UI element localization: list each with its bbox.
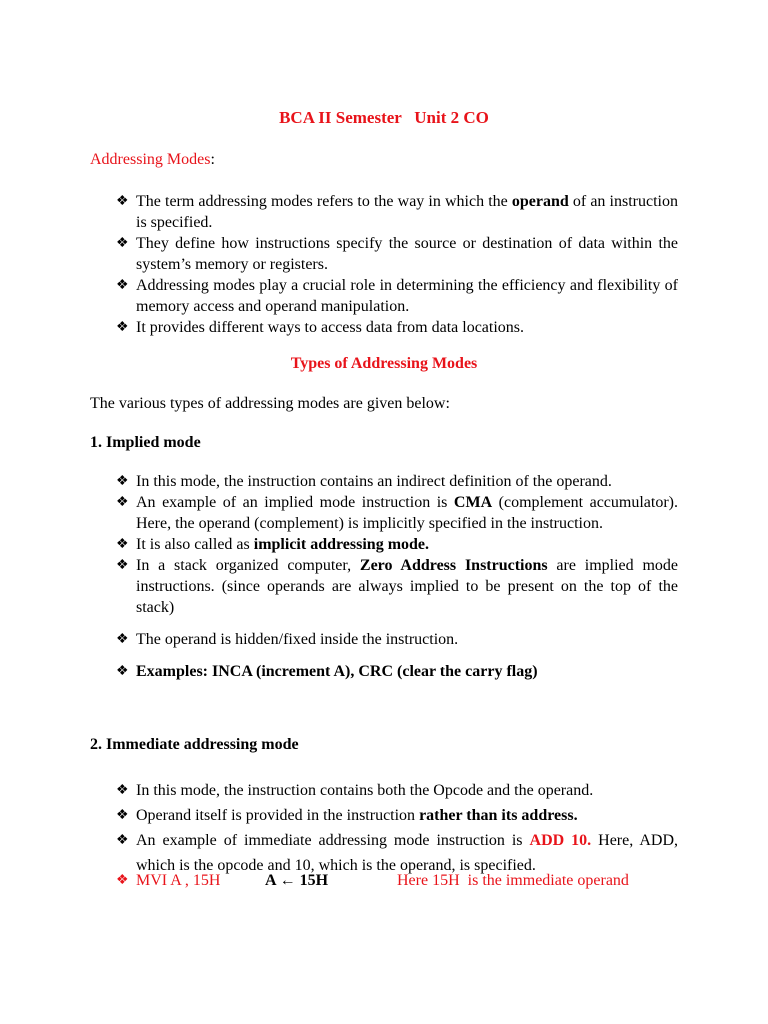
diamond-bullet-icon: ❖ — [116, 278, 129, 293]
list-item — [116, 828, 678, 878]
bullet-text: Operand itself is provided in the instruction — [136, 807, 420, 824]
diamond-bullet-icon: ❖ — [116, 558, 129, 573]
bullet-bold-text: operand — [511, 193, 569, 210]
bullet-bold-text: Examples: INCA (increment A), CRC (clear the carry flag) — [136, 663, 538, 680]
bullet-text: The term addressing modes refers to the way in which the — [136, 193, 512, 210]
example-operation: A ← 15H — [265, 872, 329, 889]
diamond-bullet-icon: ❖ — [116, 833, 129, 848]
diamond-bullet-icon: ❖ — [116, 873, 129, 888]
list-item — [116, 555, 678, 618]
example-note: Here 15H is the immediate operand — [397, 872, 629, 889]
bullet-text: are implied mode instructions. (since operands are always implied to be present on the top of the stack) — [136, 557, 678, 616]
heading-colon: : — [210, 151, 215, 168]
types-heading: Types of Addressing Modes — [290, 355, 478, 372]
list-item — [116, 191, 678, 233]
list-item — [116, 803, 678, 828]
list-item — [116, 233, 678, 275]
bullet-bold-text: CMA — [453, 494, 493, 511]
bullet-bold-text: rather than its address. — [419, 807, 578, 824]
list-item — [116, 275, 678, 317]
diamond-bullet-icon: ❖ — [116, 632, 129, 647]
diamond-bullet-icon: ❖ — [116, 783, 129, 798]
implied-mode-heading: 1. Implied mode — [90, 434, 201, 451]
bullet-text: It is also called as — [136, 536, 254, 553]
immediate-mode-heading: 2. Immediate addressing mode — [90, 736, 299, 753]
list-item — [116, 534, 678, 555]
list-item — [116, 471, 678, 492]
bullet-bold-text: ADD 10. — [529, 832, 592, 849]
bullet-text: They define how instructions specify the source or destination of data within the system’s memory or registers. — [136, 235, 678, 273]
list-item — [116, 629, 678, 650]
diamond-bullet-icon: ❖ — [116, 194, 129, 209]
implied-mode-bullet-list — [116, 471, 678, 682]
section-heading-addressing-modes — [90, 151, 215, 169]
bullet-text: In this mode, the instruction contains both the Opcode and the operand. — [136, 782, 594, 799]
bullet-text: of an instruction is specified. — [136, 193, 678, 231]
addressing-modes-bullet-list — [116, 191, 678, 338]
bullet-text: (complement accumulator). Here, the operand (complement) is implicitly specified in the instruction. — [136, 494, 679, 532]
list-item — [116, 778, 678, 803]
page-title: BCA II Semester Unit 2 CO — [279, 108, 489, 127]
bullet-text: An example of an implied mode instruction is — [136, 494, 454, 511]
bullet-text: In a stack organized computer, — [136, 557, 360, 574]
bullet-bold-text: Zero Address Instructions — [359, 557, 548, 574]
types-intro: The various types of addressing modes are given below: — [90, 395, 450, 412]
bullet-text: Addressing modes play a crucial role in determining the efficiency and flexibility of memory access and operand manipulation. — [136, 277, 678, 315]
diamond-bullet-icon: ❖ — [116, 236, 129, 251]
addressing-modes-heading-text: Addressing Modes — [90, 151, 211, 168]
bullet-text: An example of immediate addressing mode instruction is — [136, 832, 530, 849]
diamond-bullet-icon: ❖ — [116, 320, 129, 335]
bullet-text: In this mode, the instruction contains an indirect definition of the operand. — [136, 473, 612, 490]
diamond-bullet-icon: ❖ — [116, 664, 129, 679]
diamond-bullet-icon: ❖ — [116, 537, 129, 552]
diamond-bullet-icon: ❖ — [116, 495, 129, 510]
bullet-text: The operand is hidden/fixed inside the instruction. — [136, 631, 459, 648]
diamond-bullet-icon: ❖ — [116, 808, 129, 823]
list-item — [116, 661, 678, 682]
immediate-mode-bullet-list — [116, 778, 678, 878]
diamond-bullet-icon: ❖ — [116, 474, 129, 489]
bullet-text: Here, ADD, which is the opcode and 10, which is the operand, is specified. — [136, 832, 678, 874]
list-item — [116, 317, 678, 338]
example-instruction: MVI A , 15H — [136, 872, 221, 889]
bullet-bold-text: implicit addressing mode. — [253, 536, 430, 553]
list-item — [116, 492, 678, 534]
bullet-text: It provides different ways to access data from data locations. — [136, 319, 525, 336]
